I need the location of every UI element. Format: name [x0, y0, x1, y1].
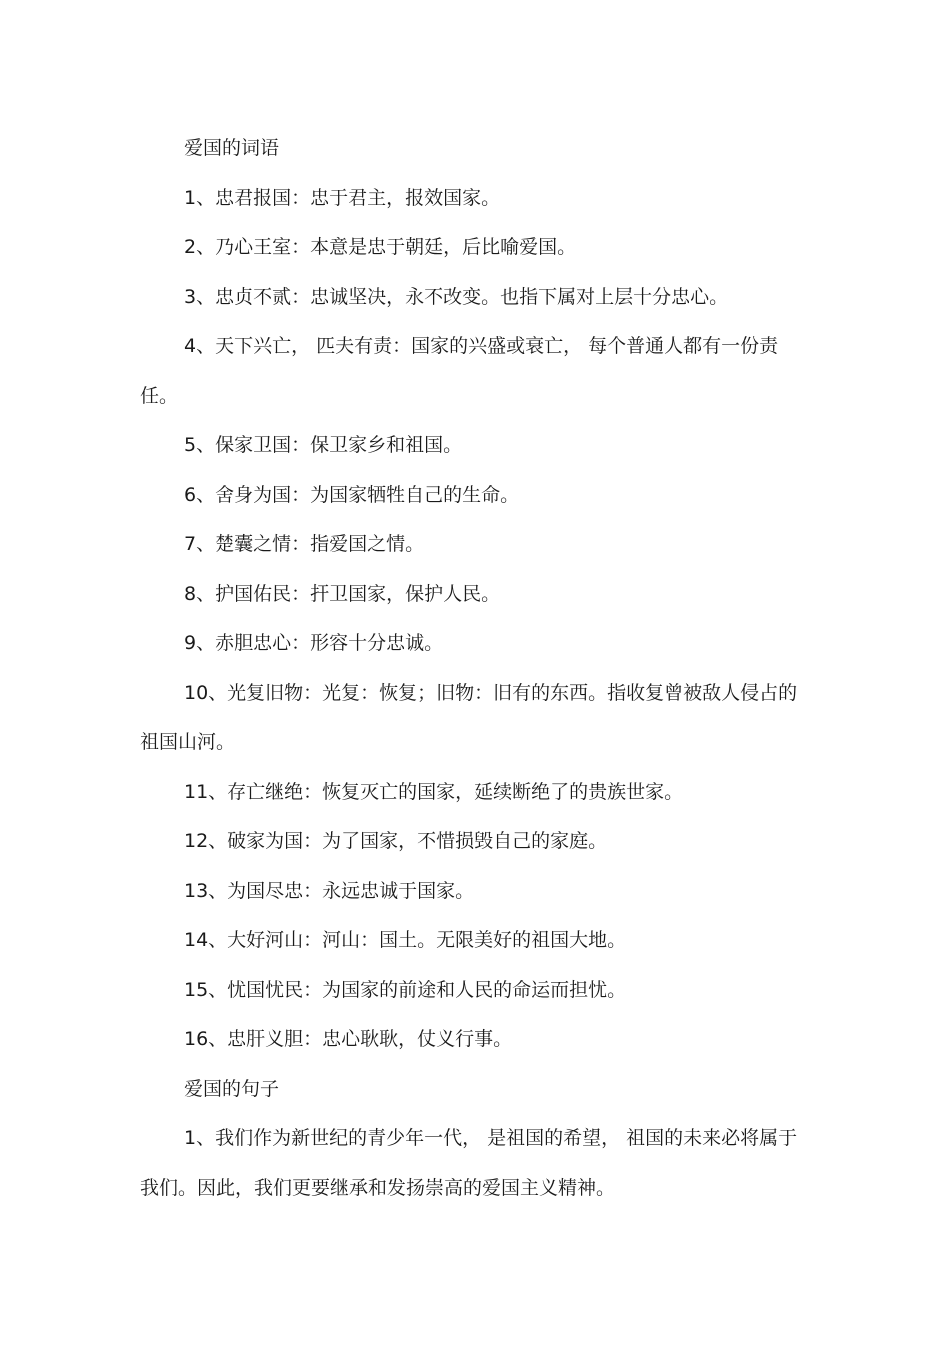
list-item: 2、乃心王室：本意是忠于朝廷，后比喻爱国。: [184, 236, 577, 258]
section-title-words: 爱国的词语: [184, 137, 280, 159]
list-item: 7、楚囊之情：指爱国之情。: [184, 533, 425, 555]
list-item: 5、保家卫国：保卫家乡和祖国。: [184, 434, 463, 456]
list-item: 14、大好河山：河山：国土。无限美好的祖国大地。: [184, 929, 627, 951]
list-item: 9、赤胆忠心：形容十分忠诚。: [184, 632, 444, 654]
list-item: 12、破家为国：为了国家，不惜损毁自己的家庭。: [184, 830, 608, 852]
list-item: 10、光复旧物：光复：恢复；旧物：旧有的东西。指收复曾被敌人侵占的祖国山河。: [140, 681, 798, 753]
list-item: 4、天下兴亡， 匹夫有责：国家的兴盛或衰亡， 每个普通人都有一份责任。: [140, 335, 779, 407]
list-item: 1、我们作为新世纪的青少年一代， 是祖国的希望， 祖国的未来必将属于我们。因此，我们更要继承和发扬崇高的爱国主义精神。: [140, 1127, 798, 1199]
list-item: 13、为国尽忠：永远忠诚于国家。: [184, 879, 475, 902]
list-item: 1、忠君报国：忠于君主，报效国家。: [184, 186, 501, 209]
list-item: 8、护国佑民：扞卫国家，保护人民。: [184, 582, 501, 605]
list-item: 6、舍身为国：为国家牺牲自己的生命。: [184, 483, 520, 506]
section-title-sentences: 爱国的句子: [184, 1077, 280, 1100]
list-item: 3、忠贞不贰：忠诚坚决，永不改变。也指下属对上层十分忠心。: [184, 285, 729, 308]
list-item: 11、存亡继绝：恢复灭亡的国家，延续断绝了的贵族世家。: [184, 780, 684, 803]
list-item: 15、忧国忧民：为国家的前途和人民的命运而担忧。: [184, 978, 627, 1001]
document-page: [140, 124, 804, 1213]
list-item: 16、忠肝义胆：忠心耿耿，仗义行事。: [184, 1028, 513, 1050]
